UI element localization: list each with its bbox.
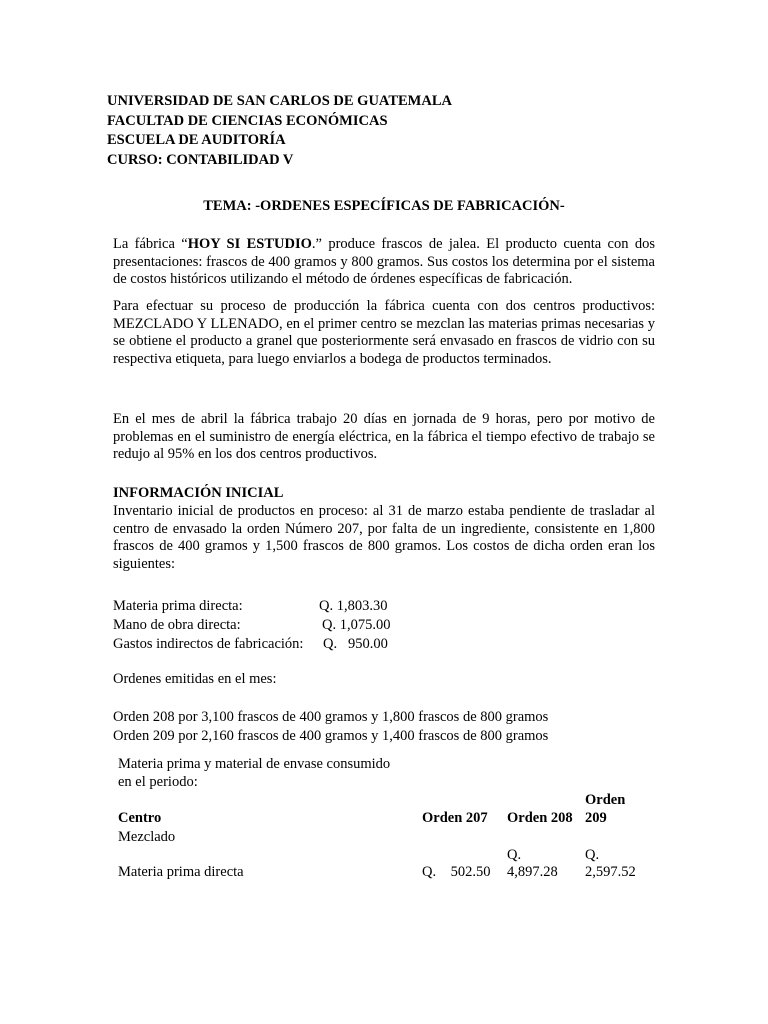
value-209: 2,597.52 (585, 864, 636, 880)
col-header-207: Orden 207 (422, 810, 488, 826)
order-item: Orden 208 por 3,100 frascos de 400 gramos y 1,800 frascos de 800 gramos (113, 709, 549, 725)
consumption-caption (118, 755, 390, 791)
currency-209: Q. (585, 847, 600, 863)
faculty-name: FACULTAD DE CIENCIAS ECONÓMICAS (107, 112, 388, 129)
school-name: ESCUELA DE AUDITORÍA (107, 132, 286, 148)
col-header-209-top: Orden (585, 792, 626, 808)
paragraph-intro (113, 236, 655, 289)
paragraph-april: En el mes de abril la fábrica trabajo 20 días en jornada de 9 horas, pero por motivo de problemas en el suministro de energía eléctrica, en la fábrica el tiempo efectivo de trabajo se redujo al 95% en los dos centros productivos. (113, 411, 655, 462)
cost-label: Gastos indirectos de fabricación: (113, 636, 304, 652)
info-heading: INFORMACIÓN INICIAL (113, 485, 284, 501)
consumption-line: Materia prima y material de envase consumido (118, 756, 391, 772)
cost-label: Mano de obra directa: (113, 617, 241, 633)
cost-value: Q. 1,803.30 (319, 598, 388, 614)
order-item: Orden 209 por 2,160 frascos de 400 gramos y 1,400 frascos de 800 gramos (113, 728, 549, 744)
section-mezclado: Mezclado (118, 829, 176, 845)
cost-value: Q. 1,075.00 (322, 617, 391, 633)
paragraph-process: Para efectuar su proceso de producción la fábrica cuenta con dos centros productivos: MEZCLADO Y LLENADO, en el primer centro se mezclan las materias primas necesarias y se obtiene el producto a granel que posteriormente será envasado en frascos de vidrio con su respectiva etiqueta, para luego enviarlos a bodega de productos terminados. (113, 298, 655, 367)
university-name: UNIVERSIDAD DE SAN CARLOS DE GUATEMALA (107, 93, 452, 109)
document-header (107, 92, 452, 170)
company-name: HOY SI ESTUDIO (187, 236, 312, 252)
value-207: Q. 502.50 (422, 864, 491, 880)
value-208: 4,897.28 (507, 864, 558, 880)
col-header-208: Orden 208 (507, 810, 573, 826)
row-label-mpd: Materia prima directa (118, 864, 244, 880)
currency-208: Q. (507, 847, 522, 863)
paragraph-inventory: Inventario inicial de productos en proceso: al 31 de marzo estaba pendiente de trasladar al centro de envasado la orden Número 207, por falta de un ingrediente, consistente en 1,800 frascos de 400 gramos y 1,500 frascos de 800 gramos. Los costos de dicha orden eran los siguientes: (113, 503, 655, 572)
intro-post: .” produce frascos de jalea. El producto cuenta con dos presentaciones: frascos de 400 gramos y 800 gramos. Sus costos los determina por el sistema de costos históricos utilizando el método de órdenes específicas de fabricación. (113, 236, 655, 287)
col-header-centro: Centro (118, 810, 162, 826)
col-header-209-bottom: 209 (585, 810, 607, 826)
cost-label: Materia prima directa: (113, 598, 243, 614)
cost-value: Q. 950.00 (323, 636, 388, 652)
orders-title: Ordenes emitidas en el mes: (113, 671, 277, 687)
course-name: CURSO: CONTABILIDAD V (107, 151, 294, 168)
topic-title: TEMA: -ORDENES ESPECÍFICAS DE FABRICACIÓN- (203, 198, 565, 214)
intro-pre: La fábrica “ (113, 236, 188, 252)
consumption-line: en el periodo: (118, 774, 198, 790)
orders-list (113, 708, 548, 746)
